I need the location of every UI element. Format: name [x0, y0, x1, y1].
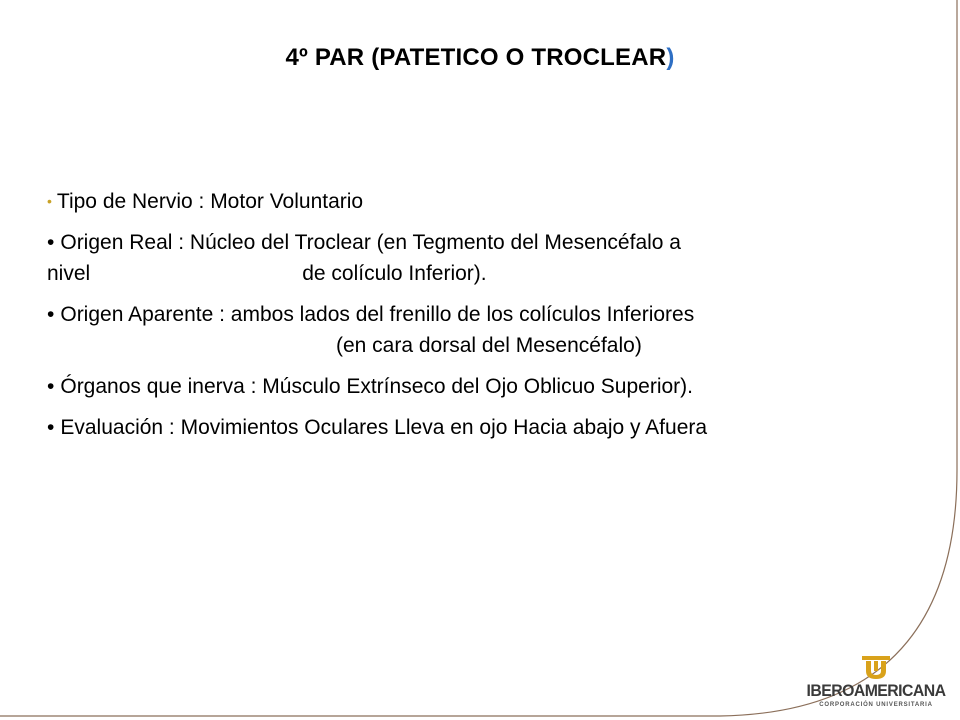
slide-title — [0, 44, 960, 72]
bullet-text: Órganos que inerva : Músculo Extrínseco del Ojo Oblicuo Superior). — [60, 375, 693, 398]
bullet-item-organos — [47, 371, 913, 402]
slide-title-text: 4º PAR (PATETICO O TROCLEAR — [285, 44, 667, 71]
bullet-text: (en cara dorsal del Mesencéfalo) — [336, 334, 642, 357]
bullet-marker: • — [47, 375, 55, 398]
bullet-text: de colículo Inferior). — [302, 262, 487, 285]
slide-title-accent: ) — [666, 44, 675, 71]
bullet-item-origen-aparente — [47, 299, 913, 361]
bullet-text: Tipo de Nervio : Motor Voluntario — [56, 190, 364, 213]
bullet-line — [47, 227, 913, 258]
bullet-list — [47, 186, 913, 453]
bullet-text: Origen Aparente : ambos lados del frenillo de los colículos Inferiores — [60, 303, 695, 326]
bullet-marker: • — [47, 303, 55, 326]
bullet-text: Origen Real : Núcleo del Troclear (en Tegmento del Mesencéfalo a — [60, 231, 681, 254]
bullet-item-evaluacion — [47, 412, 913, 443]
bullet-line — [47, 258, 913, 289]
logo-subtitle: CORPORACIÓN UNIVERSITARIA — [819, 702, 933, 708]
bullet-text: Evaluación : Movimientos Oculares Lleva en ojo Hacia abajo y Afuera — [60, 416, 708, 439]
iberoamericana-logo — [800, 655, 952, 717]
bullet-marker: • — [47, 416, 55, 439]
bullet-text: nivel — [47, 262, 91, 285]
bullet-marker-accent: • — [47, 193, 52, 209]
bullet-line — [47, 299, 913, 330]
logo-name: IBEROAMERICANA — [806, 681, 946, 700]
bullet-marker: • — [47, 231, 55, 254]
bullet-item-tipo — [47, 186, 913, 217]
logo-mark-icon — [857, 655, 895, 681]
bullet-item-origen-real — [47, 227, 913, 289]
